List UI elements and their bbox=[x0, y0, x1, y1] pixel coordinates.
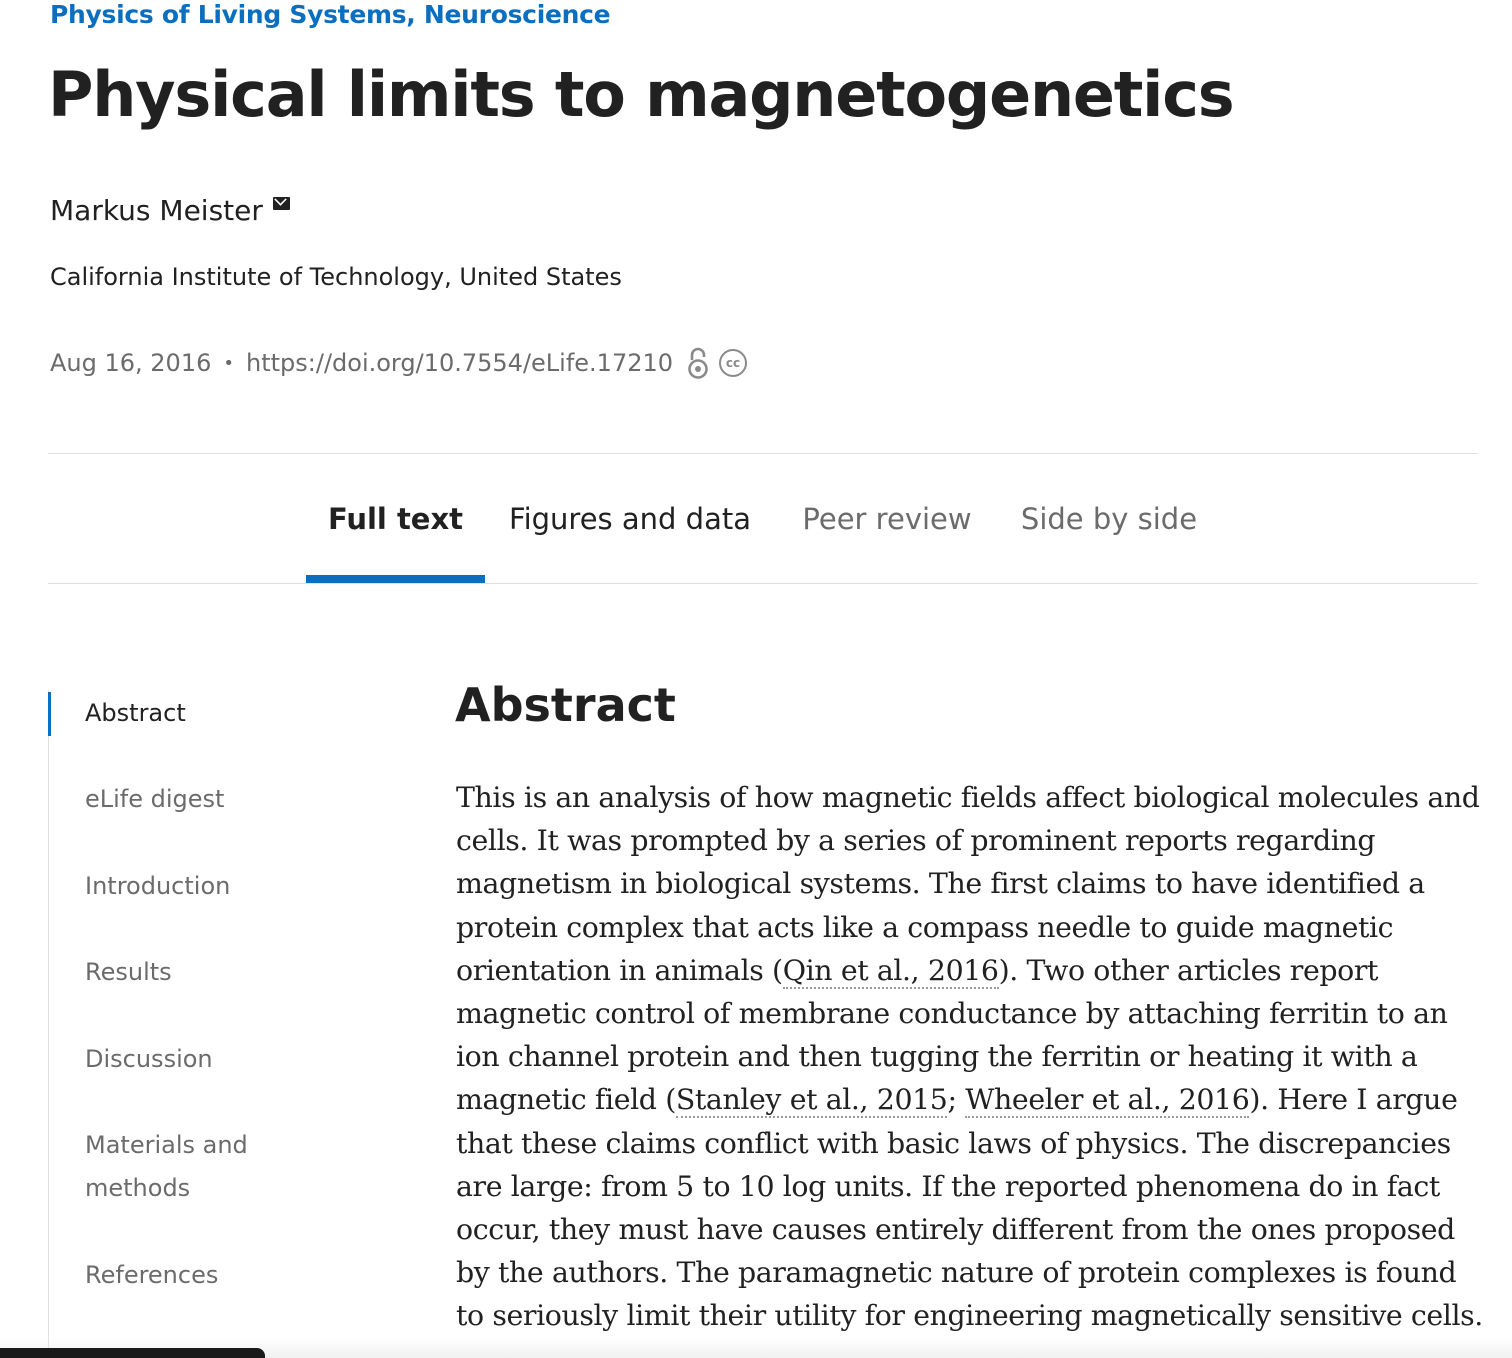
article-tabs bbox=[0, 454, 1512, 584]
article-title: Physical limits to magnetogenetics bbox=[48, 58, 1234, 131]
citation-link[interactable]: Stanley et al., 2015 bbox=[675, 1083, 948, 1117]
tab-full-text[interactable]: Full text bbox=[327, 502, 464, 536]
toc-item-abstract[interactable]: Abstract bbox=[85, 699, 186, 727]
abstract-text-segment: ). Two other articles report magnetic control of membrane conductance by attaching ferritin to an ion channel protein and then tugging the ferritin or heating it with a magnetic field ( bbox=[456, 953, 1448, 1117]
toc-item-introduction[interactable]: Introduction bbox=[85, 872, 231, 900]
floating-bar[interactable] bbox=[0, 1348, 265, 1358]
tabs-bottom-divider bbox=[48, 583, 1478, 584]
toc-item-discussion[interactable]: Discussion bbox=[85, 1045, 213, 1073]
abstract-text-segment: ). Here I argue that these claims conflict with basic laws of physics. The discrepancies are large: from 5 to 10 log units. If the reported phenomena do in fact occur, they must have causes entirely different from the ones proposed by the authors. The paramagnetic nature of protein complexes is found to seriously limit their utility for engineering magnetically sensitive cells. bbox=[456, 1083, 1483, 1333]
meta-separator: • bbox=[223, 352, 234, 374]
doi-link[interactable]: https://doi.org/10.7554/eLife.17210 bbox=[246, 349, 674, 377]
abstract-text-segment: This is an analysis of how magnetic fields affect biological molecules and cells. It was prompted by a series of prominent reports regarding magnetism in biological systems. The first claims to have identified a protein complex that acts like a compass needle to guide magnetic orientation in animals ( bbox=[456, 781, 1480, 987]
article-meta bbox=[50, 346, 747, 380]
affiliation: California Institute of Technology, United States bbox=[50, 263, 622, 291]
mail-icon[interactable] bbox=[273, 197, 290, 210]
toc-item-results[interactable]: Results bbox=[85, 958, 172, 986]
table-of-contents bbox=[48, 690, 409, 1358]
toc-item-references[interactable]: References bbox=[85, 1261, 219, 1289]
open-access-icon[interactable] bbox=[685, 346, 711, 380]
abstract-heading: Abstract bbox=[455, 678, 676, 732]
tab-figures-and-data[interactable]: Figures and data bbox=[509, 502, 751, 536]
creative-commons-icon[interactable]: cc bbox=[719, 349, 747, 377]
abstract-body bbox=[456, 776, 1486, 1338]
tab-side-by-side[interactable]: Side by side bbox=[1020, 502, 1198, 536]
toc-active-indicator bbox=[48, 692, 51, 736]
active-tab-indicator bbox=[306, 575, 485, 583]
abstract-text-segment: ; bbox=[947, 1083, 966, 1117]
toc-item-materials-and-methods[interactable]: Materials and methods bbox=[85, 1131, 248, 1202]
author-name[interactable]: Markus Meister bbox=[50, 194, 263, 227]
subject-links[interactable] bbox=[50, 0, 610, 29]
toc-item-elife-digest[interactable]: eLife digest bbox=[85, 785, 225, 813]
publication-date: Aug 16, 2016 bbox=[50, 349, 212, 377]
tab-peer-review[interactable]: Peer review bbox=[802, 502, 972, 536]
citation-link[interactable]: Qin et al., 2016 bbox=[782, 953, 999, 987]
citation-link[interactable]: Wheeler et al., 2016 bbox=[965, 1083, 1250, 1117]
author-line bbox=[50, 194, 290, 227]
subject-link[interactable]: Physics of Living Systems, Neuroscience bbox=[50, 0, 611, 29]
